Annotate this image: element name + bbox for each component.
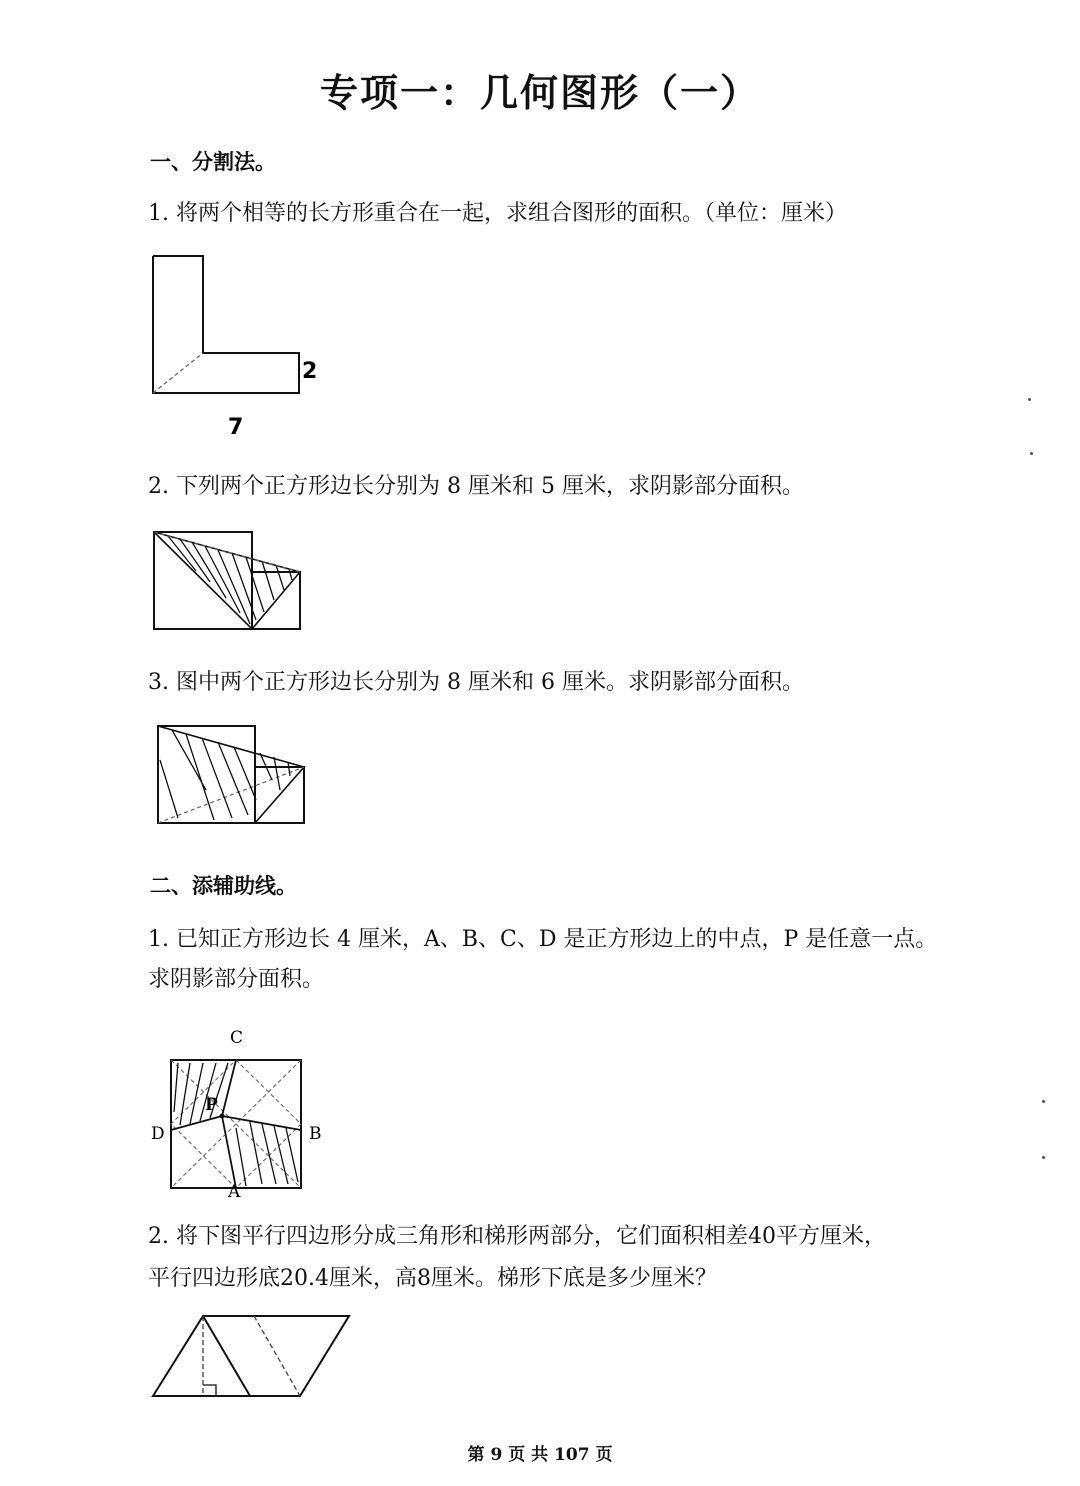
scan-speck (1030, 452, 1033, 455)
section-heading-auxiliary-lines: 二、添辅助线。 (150, 874, 297, 898)
point-label-p: P (205, 1095, 218, 1115)
scan-speck (1042, 1100, 1045, 1103)
question-1-1: 1. 将两个相等的长方形重合在一起，求组合图形的面积。（单位：厘米） (148, 201, 847, 226)
parallelogram-outline (153, 1316, 349, 1396)
question-2-1-line2: 求阴影部分面积。 (148, 967, 325, 992)
label-height: 2 (302, 359, 318, 384)
question-1-2: 2. 下列两个正方形边长分别为 8 厘米和 5 厘米，求阴影部分面积。 (148, 474, 804, 499)
right-angle-mark (203, 1385, 216, 1396)
point-label-b: B (309, 1124, 322, 1144)
point-label-a: A (228, 1182, 241, 1202)
question-2-1-line1: 1. 已知正方形边长 4 厘米，A、B、C、D 是正方形边上的中点，P 是任意一点。 (148, 927, 938, 952)
question-1-3: 3. 图中两个正方形边长分别为 8 厘米和 6 厘米。求阴影部分面积。 (148, 670, 804, 695)
section-heading-split: 一、分割法。 (150, 150, 276, 174)
page-footer: 第 9 页 共 107 页 (467, 1445, 613, 1465)
question-2-2-line1: 2. 将下图平行四边形分成三角形和梯形两部分，它们面积相差40平方厘米， (148, 1224, 886, 1249)
scan-speck (1028, 398, 1031, 401)
label-length: 7 (228, 415, 244, 440)
question-2-2-line2: 平行四边形底20.4厘米，高8厘米。梯形下底是多少厘米？ (148, 1266, 717, 1291)
triangle-side (203, 1316, 250, 1396)
page-title: 专项一：几何图形（一） (319, 71, 760, 115)
trapezoid-dashed (254, 1316, 300, 1396)
point-label-c: C (230, 1028, 244, 1048)
scan-speck (1042, 1156, 1045, 1159)
point-label-d: D (151, 1124, 165, 1144)
